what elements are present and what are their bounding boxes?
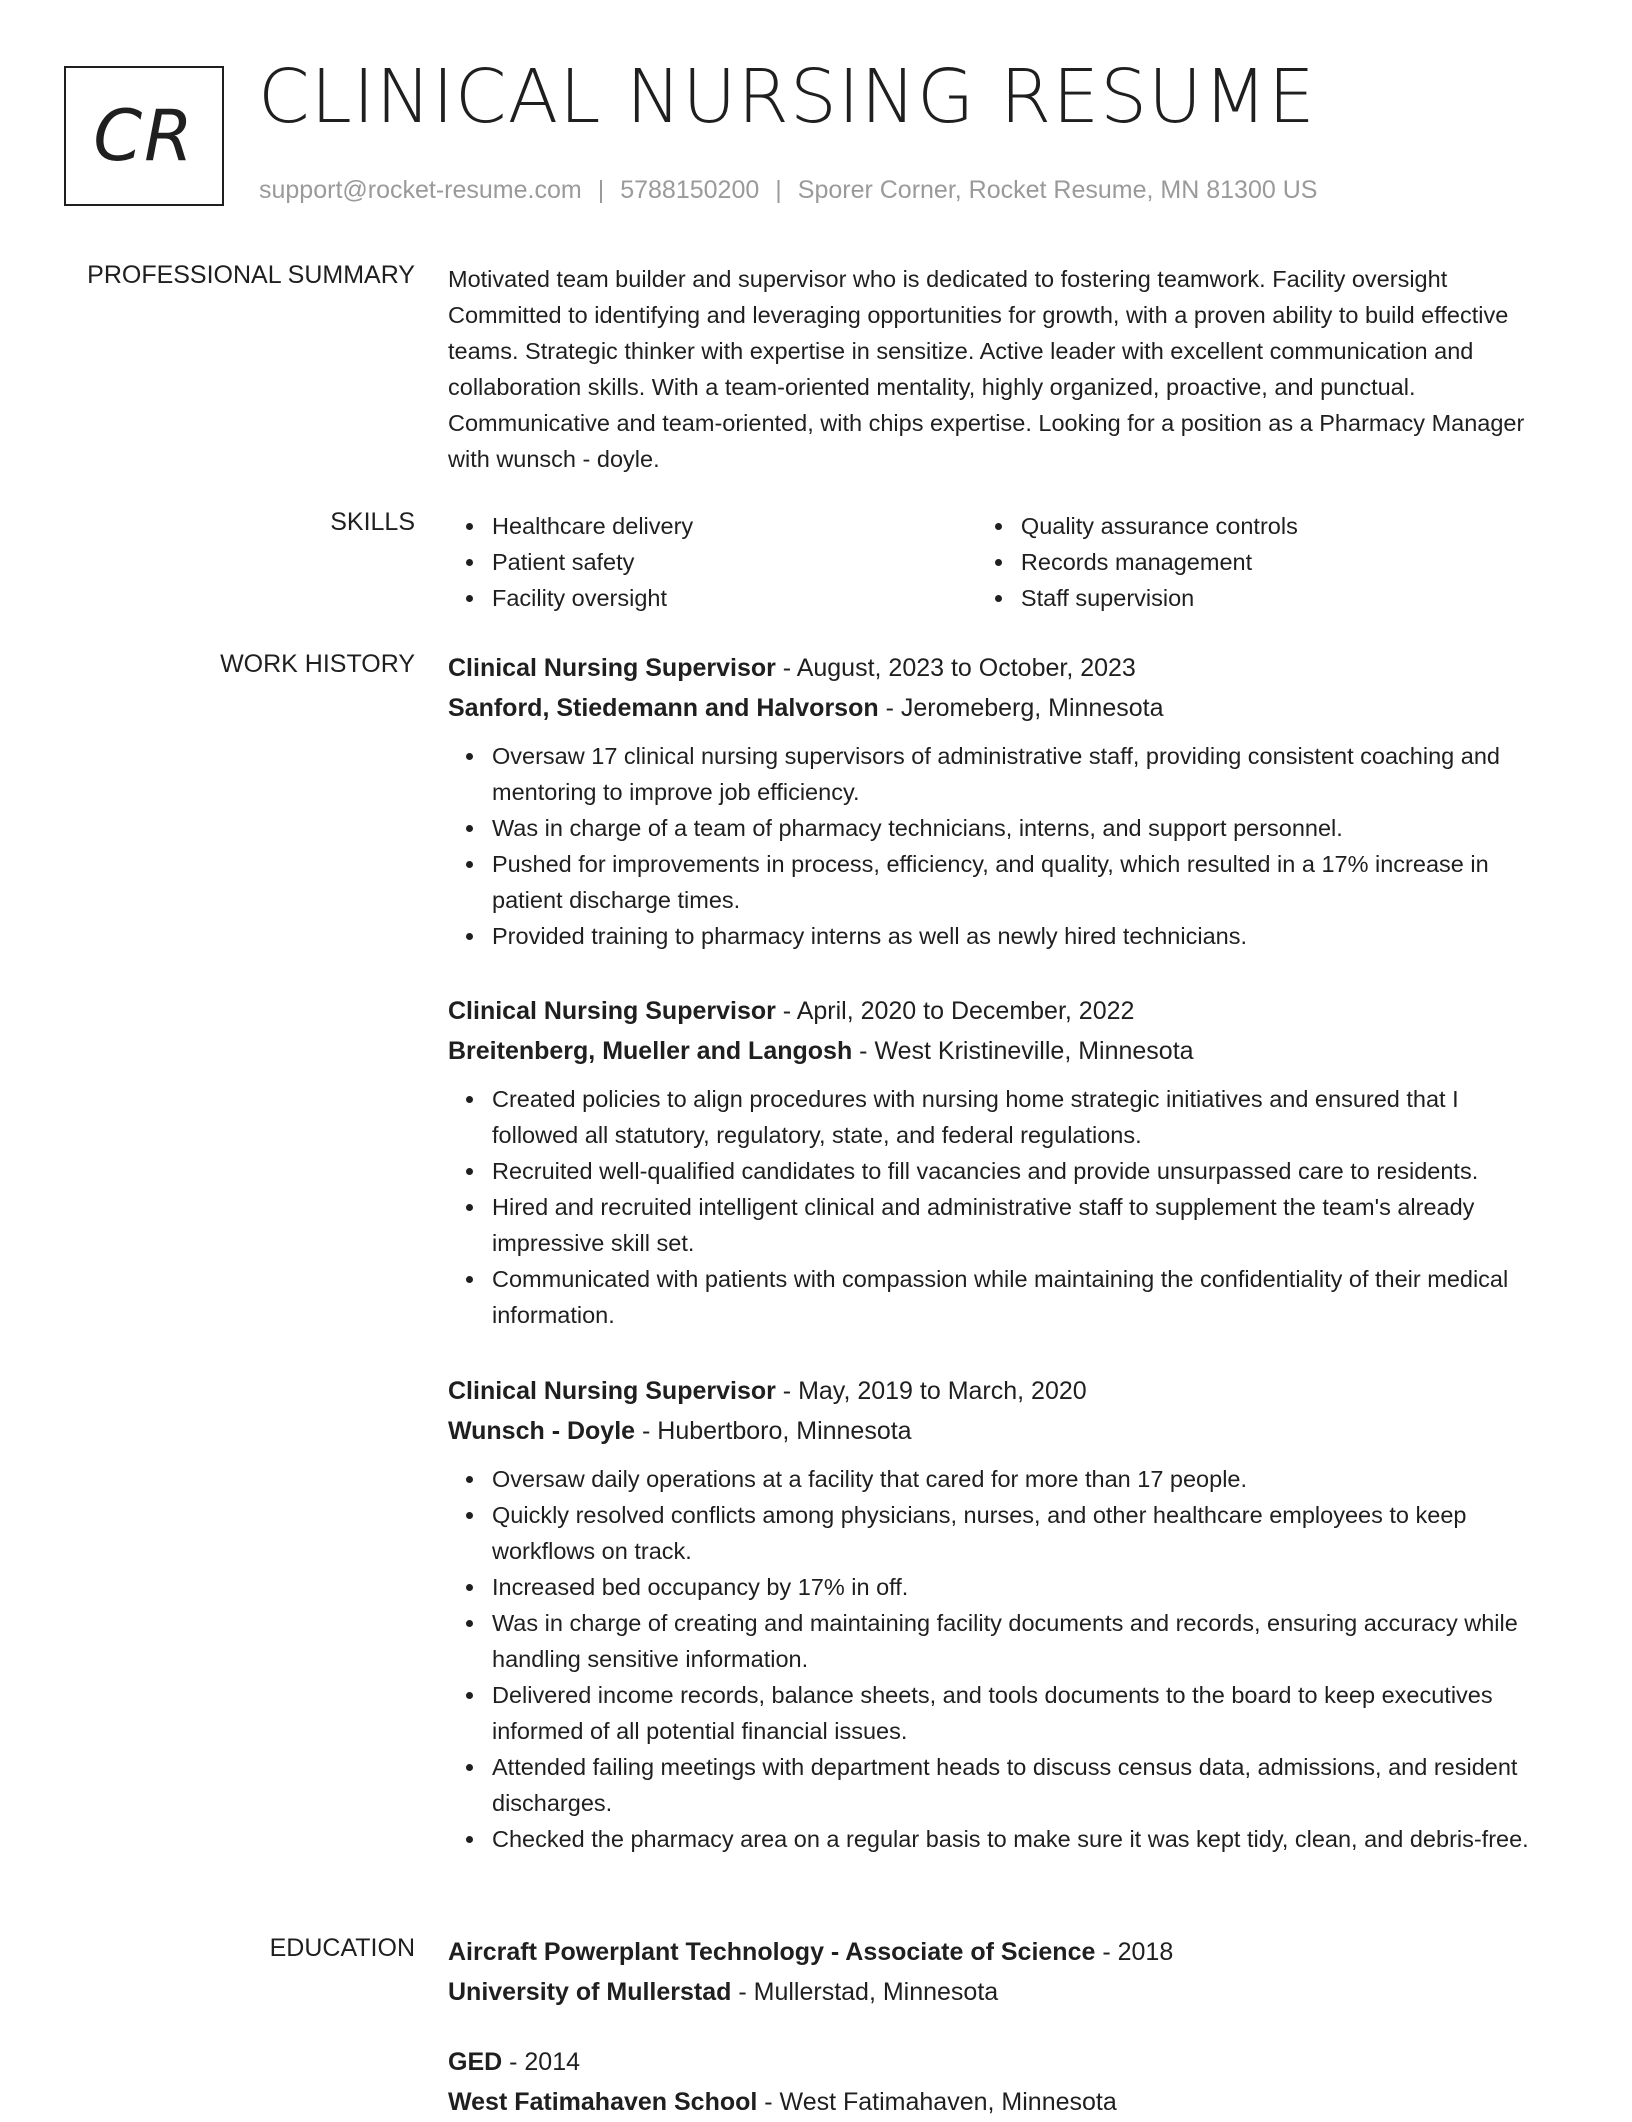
skill-item: Quality assurance controls [1021, 508, 1548, 544]
job-company: Wunsch - Doyle [448, 1417, 636, 1445]
education-degree-line [448, 1932, 1548, 1972]
job-bullet: Was in charge of a team of pharmacy technicians, interns, and support personnel. [492, 810, 1548, 846]
job-bullet: Increased bed occupancy by 17% in off. [492, 1569, 1548, 1605]
skills-list-right [977, 508, 1548, 616]
job-title: Clinical Nursing Supervisor [448, 654, 776, 682]
job-company-line [448, 1031, 1548, 1071]
job-title-line [448, 648, 1548, 688]
section-label-education: EDUCATION [269, 1934, 415, 1962]
job-company-line [448, 688, 1548, 728]
job-location: - Hubertboro, Minnesota [635, 1417, 912, 1445]
job-location: - Jeromeberg, Minnesota [878, 694, 1164, 722]
job-bullet: Hired and recruited intelligent clinical and administrative staff to supplement the team's already impressive skill set. [492, 1189, 1548, 1261]
monogram-initials: CR [93, 95, 195, 177]
skill-item: Healthcare delivery [492, 508, 977, 544]
education-year: - 2018 [1095, 1938, 1174, 1966]
job-entry [448, 648, 1548, 954]
job-bullet: Created policies to align procedures with nursing home strategic initiatives and ensured that I followed all statutory, regulatory, state, and federal regulations. [492, 1081, 1548, 1153]
education-location: - West Fatimahaven, Minnesota [757, 2088, 1117, 2116]
job-entry [448, 991, 1548, 1333]
contact-separator: | [597, 176, 605, 204]
job-bullets [448, 1461, 1548, 1857]
job-bullets [448, 1081, 1548, 1333]
job-bullet: Oversaw 17 clinical nursing supervisors of administrative staff, providing consistent coaching and mentoring to improve job efficiency. [492, 738, 1548, 810]
contact-email[interactable]: support@rocket-resume.com [259, 176, 582, 204]
contact-address: Sporer Corner, Rocket Resume, MN 81300 US [797, 176, 1318, 204]
summary-body [448, 261, 1548, 477]
education-location: - Mullerstad, Minnesota [731, 1978, 999, 2006]
job-bullet: Checked the pharmacy area on a regular basis to make sure it was kept tidy, clean, and debris-free. [492, 1821, 1548, 1857]
job-location: - West Kristineville, Minnesota [852, 1037, 1194, 1065]
job-company: Breitenberg, Mueller and Langosh [448, 1037, 853, 1065]
job-bullets [448, 738, 1548, 954]
education-school-line [448, 1972, 1548, 2012]
job-dates: - May, 2019 to March, 2020 [775, 1377, 1087, 1405]
job-title: Clinical Nursing Supervisor [448, 997, 776, 1025]
education-degree: GED [448, 2048, 503, 2076]
job-title: Clinical Nursing Supervisor [448, 1377, 776, 1405]
job-entry [448, 1371, 1548, 1857]
skill-item: Records management [1021, 544, 1548, 580]
education-school: University of Mullerstad [448, 1978, 732, 2006]
contact-separator: | [775, 176, 782, 204]
education-entry [448, 1932, 1548, 2012]
job-company-line [448, 1411, 1548, 1451]
job-bullet: Quickly resolved conflicts among physicians, nurses, and other healthcare employees to keep workflows on track. [492, 1497, 1548, 1569]
job-bullet: Was in charge of creating and maintaining facility documents and records, ensuring accuracy while handling sensitive information. [492, 1605, 1548, 1677]
job-bullet: Delivered income records, balance sheets, and tools documents to the board to keep executives informed of all potential financial issues. [492, 1677, 1548, 1749]
summary-text: Motivated team builder and supervisor who is dedicated to fostering teamwork. Facility oversight Committed to identifying and leveraging opportunities for growth, with a proven ability to build effective teams. Strategic thinker with expertise in sensitize. Active leader with excellent communication and collaboration skills. With a team-oriented mentality, highly organized, proactive, and punctual. Communicative and team-oriented, with chips expertise. Looking for a position as a Pharmacy Manager with wunsch - doyle. [448, 266, 1525, 472]
skill-item: Patient safety [492, 544, 977, 580]
job-company: Sanford, Stiedemann and Halvorson [448, 694, 879, 722]
skill-item: Facility oversight [492, 580, 977, 616]
skill-item: Staff supervision [1021, 580, 1548, 616]
job-bullet: Pushed for improvements in process, efficiency, and quality, which resulted in a 17% increase in patient discharge times. [492, 846, 1548, 918]
skills-grid [448, 508, 1548, 616]
contact-line [259, 176, 1317, 205]
education-school-line [448, 2082, 1548, 2122]
job-bullet: Provided training to pharmacy interns as well as newly hired technicians. [492, 918, 1548, 954]
job-bullet: Communicated with patients with compassion while maintaining the confidentiality of their medical information. [492, 1261, 1548, 1333]
monogram-box [64, 66, 224, 206]
education-degree-line [448, 2042, 1548, 2082]
education-degree: Aircraft Powerplant Technology - Associate of Science [448, 1938, 1096, 1966]
resume-title: CLINICAL NURSING RESUME [258, 54, 1316, 140]
job-bullet: Oversaw daily operations at a facility that cared for more than 17 people. [492, 1461, 1548, 1497]
job-bullet: Attended failing meetings with department heads to discuss census data, admissions, and resident discharges. [492, 1749, 1548, 1821]
contact-phone[interactable]: 5788150200 [620, 176, 760, 204]
section-label-summary: PROFESSIONAL SUMMARY [87, 261, 415, 289]
skills-list-left [448, 508, 977, 616]
education-school: West Fatimahaven School [448, 2088, 758, 2116]
job-bullet: Recruited well-qualified candidates to fill vacancies and provide unsurpassed care to residents. [492, 1153, 1548, 1189]
job-title-line [448, 1371, 1548, 1411]
job-dates: - April, 2020 to December, 2022 [775, 997, 1135, 1025]
education-year: - 2014 [502, 2048, 581, 2076]
section-label-work-history: WORK HISTORY [220, 650, 415, 678]
education-entry [448, 2042, 1548, 2122]
section-label-skills: SKILLS [330, 508, 415, 536]
skills-body [448, 508, 1548, 616]
job-dates: - August, 2023 to October, 2023 [775, 654, 1136, 682]
job-title-line [448, 991, 1548, 1031]
